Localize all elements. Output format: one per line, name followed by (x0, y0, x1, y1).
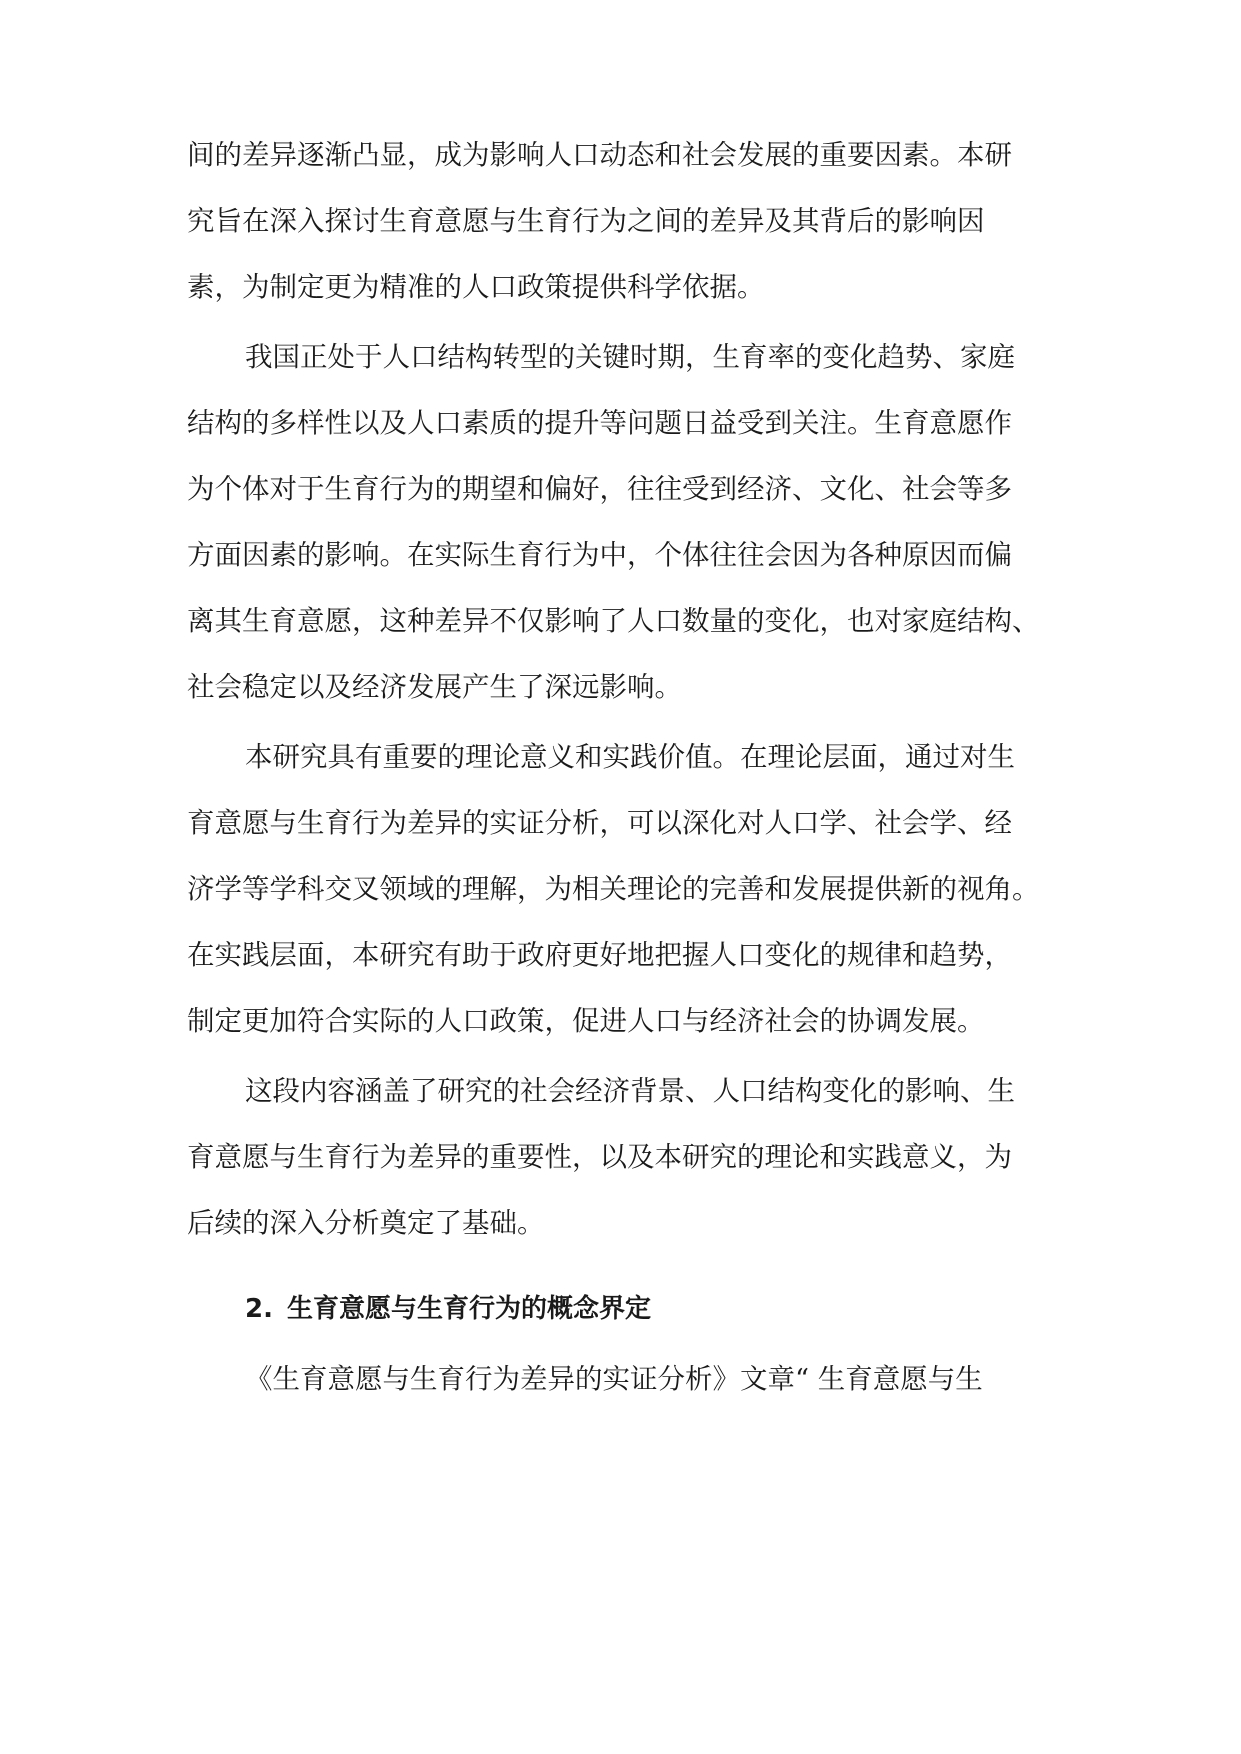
text-line: 离其生育意愿，这种差异不仅影响了人口数量的变化，也对家庭结构、 (187, 605, 1040, 637)
text-line: 究旨在深入探讨生育意愿与生育行为之间的差异及其背后的影响因 (187, 205, 985, 237)
text-line: 制定更加符合实际的人口政策，促进人口与经济社会的协调发展。 (187, 1005, 985, 1037)
text-line: 济学等学科交叉领域的理解，为相关理论的完善和发展提供新的视角。 (187, 873, 1040, 905)
section-title: 生育意愿与生育行为的概念界定 (286, 1294, 651, 1324)
text-line: 结构的多样性以及人口素质的提升等问题日益受到关注。生育意愿作 (187, 407, 1012, 439)
section-heading (245, 1289, 651, 1329)
section-number: 2. (245, 1294, 273, 1324)
text-line: 本研究具有重要的理论意义和实践价值。在理论层面，通过对生 (245, 741, 1015, 773)
text-line: 素，为制定更为精准的人口政策提供科学依据。 (187, 271, 765, 303)
text-line: 在实践层面，本研究有助于政府更好地把握人口变化的规律和趋势， (187, 939, 1012, 971)
text-line: 间的差异逐渐凸显，成为影响人口动态和社会发展的重要因素。本研 (187, 139, 1012, 171)
text-line: 社会稳定以及经济发展产生了深远影响。 (187, 671, 682, 703)
text-line: 我国正处于人口结构转型的关键时期，生育率的变化趋势、家庭 (245, 341, 1015, 373)
text-line: 育意愿与生育行为差异的实证分析，可以深化对人口学、社会学、经 (187, 807, 1012, 839)
text-line: 这段内容涵盖了研究的社会经济背景、人口结构变化的影响、生 (245, 1075, 1015, 1107)
text-line: 为个体对于生育行为的期望和偏好，往往受到经济、文化、社会等多 (187, 473, 1012, 505)
text-line: 育意愿与生育行为差异的重要性，以及本研究的理论和实践意义，为 (187, 1141, 1012, 1173)
text-line: 方面因素的影响。在实际生育行为中，个体往往会因为各种原因而偏 (187, 539, 1012, 571)
text-line: 《生育意愿与生育行为差异的实证分析》文章“ 生育意愿与生 (245, 1363, 983, 1395)
text-line: 后续的深入分析奠定了基础。 (187, 1207, 545, 1239)
